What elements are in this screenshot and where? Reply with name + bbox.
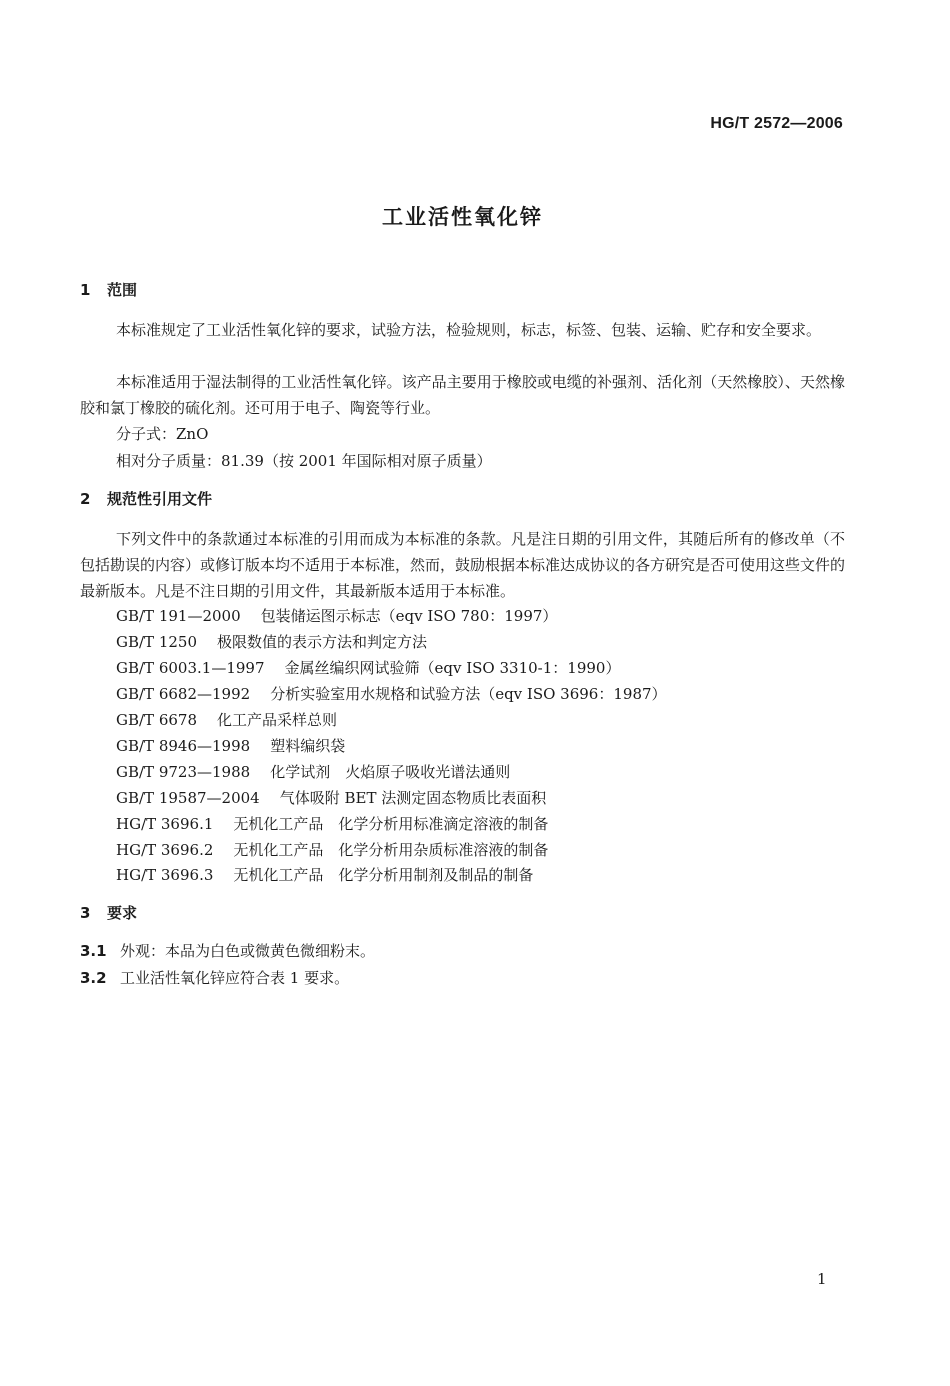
section-3-heading xyxy=(80,902,137,923)
reference-code: GB/T 19587—2004 xyxy=(116,789,260,807)
section-1-number: 1 xyxy=(80,281,91,299)
reference-item xyxy=(116,735,345,756)
section-2-number: 2 xyxy=(80,490,91,508)
reference-code: GB/T 1250 xyxy=(116,633,198,651)
reference-item xyxy=(116,657,620,678)
reference-code: HG/T 3696.3 xyxy=(116,866,214,884)
section-1-title: 范围 xyxy=(107,281,138,299)
reference-code: HG/T 3696.2 xyxy=(116,841,214,859)
section-2-heading xyxy=(80,488,212,509)
reference-item xyxy=(116,839,548,860)
scope-paragraph-2: 本标准适用于湿法制得的工业活性氧化锌。该产品主要用于橡胶或电缆的补强剂、活化剂（天然橡胶）、天然橡胶和氯丁橡胶的硫化剂。还可用于电子、陶瓷等行业。 xyxy=(80,373,845,417)
reference-item xyxy=(116,631,427,652)
reference-title: 包装储运图示标志（eqv ISO 780：1997） xyxy=(260,607,558,625)
document-code: HG/T 2572—2006 xyxy=(710,115,843,132)
requirement-item xyxy=(80,940,375,961)
reference-code: GB/T 6678 xyxy=(116,711,198,729)
requirement-text: 外观：本品为白色或微黄色微细粉末。 xyxy=(120,942,376,960)
requirement-text: 工业活性氧化锌应符合表 1 要求。 xyxy=(120,969,350,987)
section-3-number: 3 xyxy=(80,904,91,922)
reference-title: 气体吸附 BET 法测定固态物质比表面积 xyxy=(279,789,547,807)
reference-title: 无机化工产品 化学分析用制剂及制品的制备 xyxy=(233,866,534,884)
reference-title: 化工产品采样总则 xyxy=(217,711,338,729)
reference-item xyxy=(116,813,548,834)
references-intro: 下列文件中的条款通过本标准的引用而成为本标准的条款。凡是注日期的引用文件，其随后所有的修改单（不包括勘误的内容）或修订版本均不适用于本标准，然而，鼓励根据本标准达成协议的各方研究是否可使用这些文件的最新版本。凡是不注日期的引用文件，其最新版本适用于本标准。 xyxy=(80,530,846,600)
reference-title: 无机化工产品 化学分析用标准滴定溶液的制备 xyxy=(233,815,549,833)
document-title: 工业活性氧化锌 xyxy=(382,205,543,229)
reference-item xyxy=(116,761,510,782)
molecular-mass: 相对分子质量：81.39（按 2001 年国际相对原子质量） xyxy=(116,452,492,470)
reference-title: 分析实验室用水规格和试验方法（eqv ISO 3696：1987） xyxy=(270,685,667,703)
requirement-number: 3.1 xyxy=(80,942,107,960)
section-3-title: 要求 xyxy=(107,904,138,922)
reference-code: GB/T 6682—1992 xyxy=(116,685,251,703)
reference-code: HG/T 3696.1 xyxy=(116,815,214,833)
section-1-heading xyxy=(80,279,137,300)
reference-title: 塑料编织袋 xyxy=(270,737,346,755)
reference-item xyxy=(116,864,533,885)
requirement-item xyxy=(80,967,349,988)
reference-title: 化学试剂 火焰原子吸收光谱法通则 xyxy=(270,763,511,781)
reference-title: 极限数值的表示方法和判定方法 xyxy=(217,633,428,651)
reference-code: GB/T 6003.1—1997 xyxy=(116,659,265,677)
reference-title: 金属丝编织网试验筛（eqv ISO 3310-1：1990） xyxy=(284,659,621,677)
reference-code: GB/T 8946—1998 xyxy=(116,737,251,755)
molecular-formula: 分子式：ZnO xyxy=(116,425,209,443)
scope-paragraph-1: 本标准规定了工业活性氧化锌的要求，试验方法，检验规则，标志，标签、包装、运输、贮存和安全要求。 xyxy=(116,321,822,339)
reference-title: 无机化工产品 化学分析用杂质标准溶液的制备 xyxy=(233,841,549,859)
requirement-number: 3.2 xyxy=(80,969,107,987)
reference-code: GB/T 9723—1988 xyxy=(116,763,251,781)
reference-item xyxy=(116,683,667,704)
section-2-title: 规范性引用文件 xyxy=(107,490,213,508)
reference-item xyxy=(116,709,337,730)
reference-item xyxy=(116,605,557,626)
reference-item xyxy=(116,787,546,808)
reference-code: GB/T 191—2000 xyxy=(116,607,241,625)
page-number: 1 xyxy=(817,1270,827,1288)
